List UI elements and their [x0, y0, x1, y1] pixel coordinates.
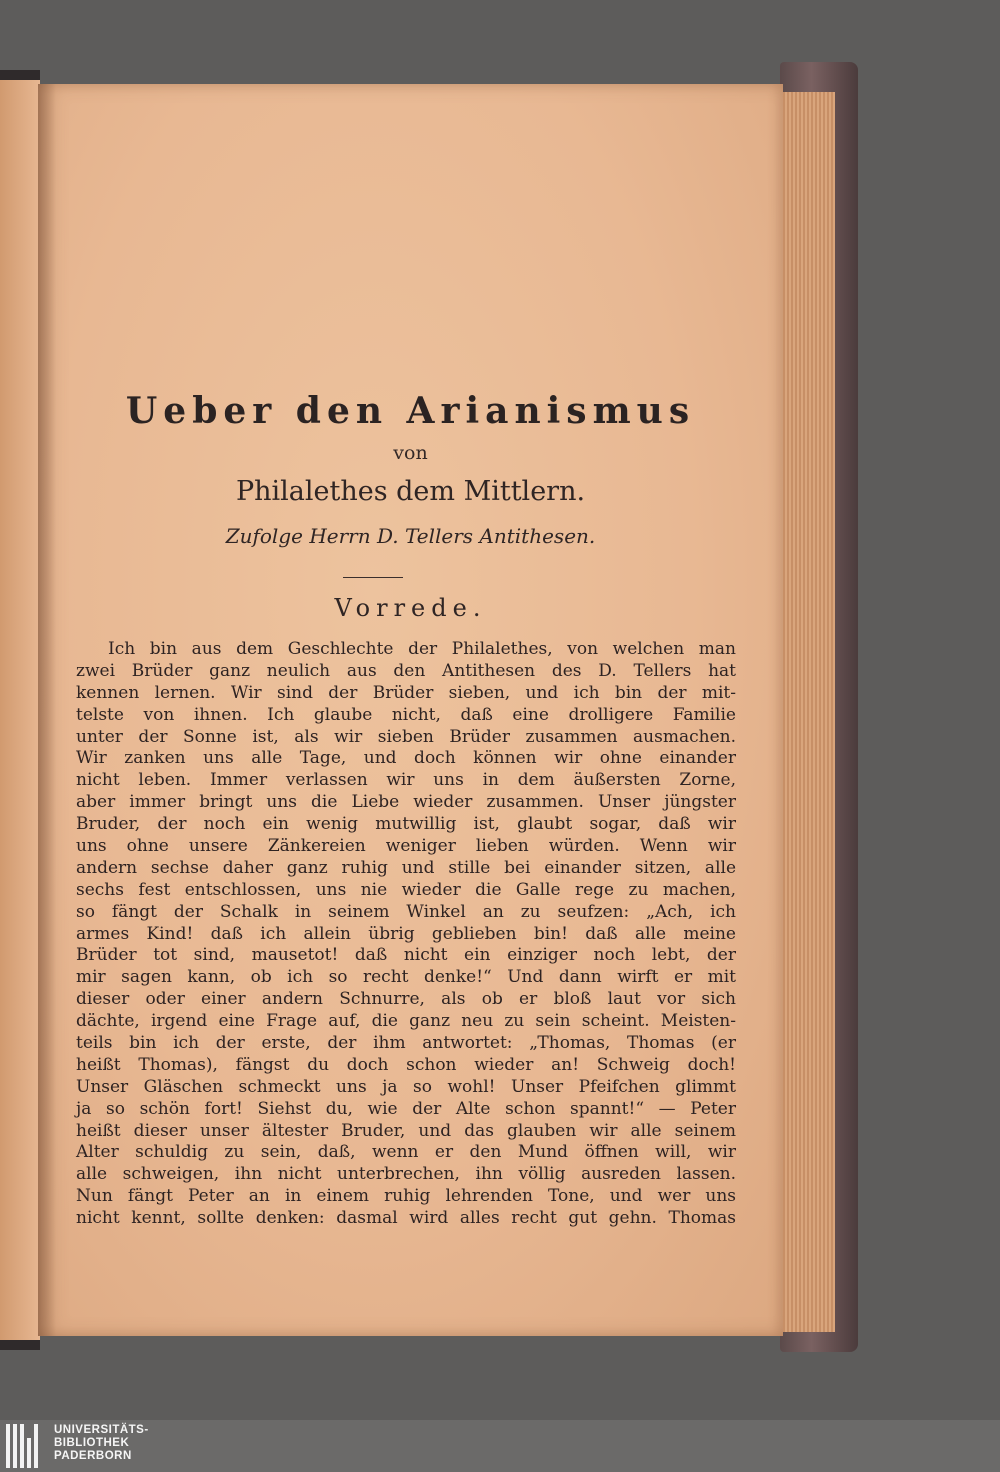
- text-line: heißt dieser unser ältester Bruder, und das glauben wir alle seinem: [76, 1120, 736, 1141]
- logo-line-2: BIBLIOTHEK: [54, 1437, 130, 1449]
- book-subtitle-2: Zufolge Herrn D. Tellers Antithesen.: [225, 524, 596, 548]
- text-line: nicht kennt, sollte denken: dasmal wird alles recht gut gehn. Thomas: [76, 1208, 736, 1229]
- text-line: aber immer bringt uns die Liebe wieder zusammen. Unser jüngster: [76, 792, 736, 813]
- logo-line-3: PADERBORN: [54, 1450, 132, 1462]
- text-line: Nun fängt Peter an in einem ruhig lehrenden Tone, und wer uns: [76, 1186, 736, 1207]
- page-gutter: [38, 84, 56, 1336]
- text-line: Wir zanken uns alle Tage, und doch können wir ohne einander: [76, 748, 736, 769]
- text-line: Alter schuldig zu sein, daß, wenn er den Mund öffnen will, wir: [76, 1142, 736, 1163]
- body-text: [76, 639, 736, 1230]
- footer-bar: [0, 1420, 1000, 1472]
- text-line: heißt Thomas), fängst du doch schon wieder an! Schweig doch!: [76, 1054, 736, 1075]
- library-logo-text: [54, 1424, 149, 1463]
- text-line: dächte, irgend eine Frage auf, die ganz neu zu sein scheint. Meisten-: [76, 1011, 736, 1032]
- text-line: zwei Brüder ganz neulich aus den Antithesen des D. Tellers hat: [76, 660, 736, 681]
- section-heading: Vorrede.: [334, 594, 487, 622]
- text-line: kennen lernen. Wir sind der Brüder sieben, und ich bin der mit-: [76, 682, 736, 703]
- library-logo-icon: [6, 1424, 46, 1468]
- text-line: so fängt der Schalk in seinem Winkel an zu seufzen: „Ach, ich: [76, 901, 736, 922]
- text-line: Brüder tot sind, mausetot! daß nicht ein einziger noch lebt, der: [76, 945, 736, 966]
- left-page-edge: [0, 80, 40, 1340]
- text-line: uns ohne unsere Zänkereien weniger lieben würden. Wenn wir: [76, 836, 736, 857]
- text-line: mir sagen kann, ob ich so recht denke!“ Und dann wirft er mit: [76, 967, 736, 988]
- text-line: Unser Gläschen schmeckt uns ja so wohl! Unser Pfeifchen glimmt: [76, 1076, 736, 1097]
- book-page: [38, 84, 783, 1336]
- divider-rule: [343, 577, 403, 578]
- text-line: ja so schön fort! Siehst du, wie der Alte schon spannt!“ — Peter: [76, 1098, 736, 1119]
- text-line: Bruder, der noch ein wenig mutwillig ist, glaubt sogar, daß wir: [76, 814, 736, 835]
- text-line: teils bin ich der erste, der ihm antwortet: „Thomas, Thomas (er: [76, 1033, 736, 1054]
- text-line: sechs fest entschlossen, uns nie wieder die Galle rege zu machen,: [76, 879, 736, 900]
- text-line: Ich bin aus dem Geschlechte der Philalethes, von welchen man: [108, 639, 736, 659]
- text-line: dieser oder einer andern Schnurre, als ob er bloß laut vor sich: [76, 989, 736, 1010]
- book-subtitle: Philalethes dem Mittlern.: [235, 476, 586, 507]
- book-title: Ueber den Arianismus: [125, 390, 696, 432]
- title-von: von: [393, 442, 428, 464]
- text-line: andern sechse daher ganz ruhig und stille bei einander sitzen, alle: [76, 857, 736, 878]
- text-line: telste von ihnen. Ich glaube nicht, daß eine drolligere Familie: [76, 704, 736, 725]
- text-line: unter der Sonne ist, als wir sieben Brüder zusammen ausmachen.: [76, 726, 736, 747]
- text-line: armes Kind! daß ich allein übrig geblieben bin! daß alle meine: [76, 923, 736, 944]
- text-line: nicht leben. Immer verlassen wir uns in dem äußersten Zorne,: [76, 770, 736, 791]
- text-line: alle schweigen, ihn nicht unterbrechen, ihn völlig ausreden lassen.: [76, 1164, 736, 1185]
- logo-line-1: UNIVERSITÄTS-: [54, 1424, 149, 1436]
